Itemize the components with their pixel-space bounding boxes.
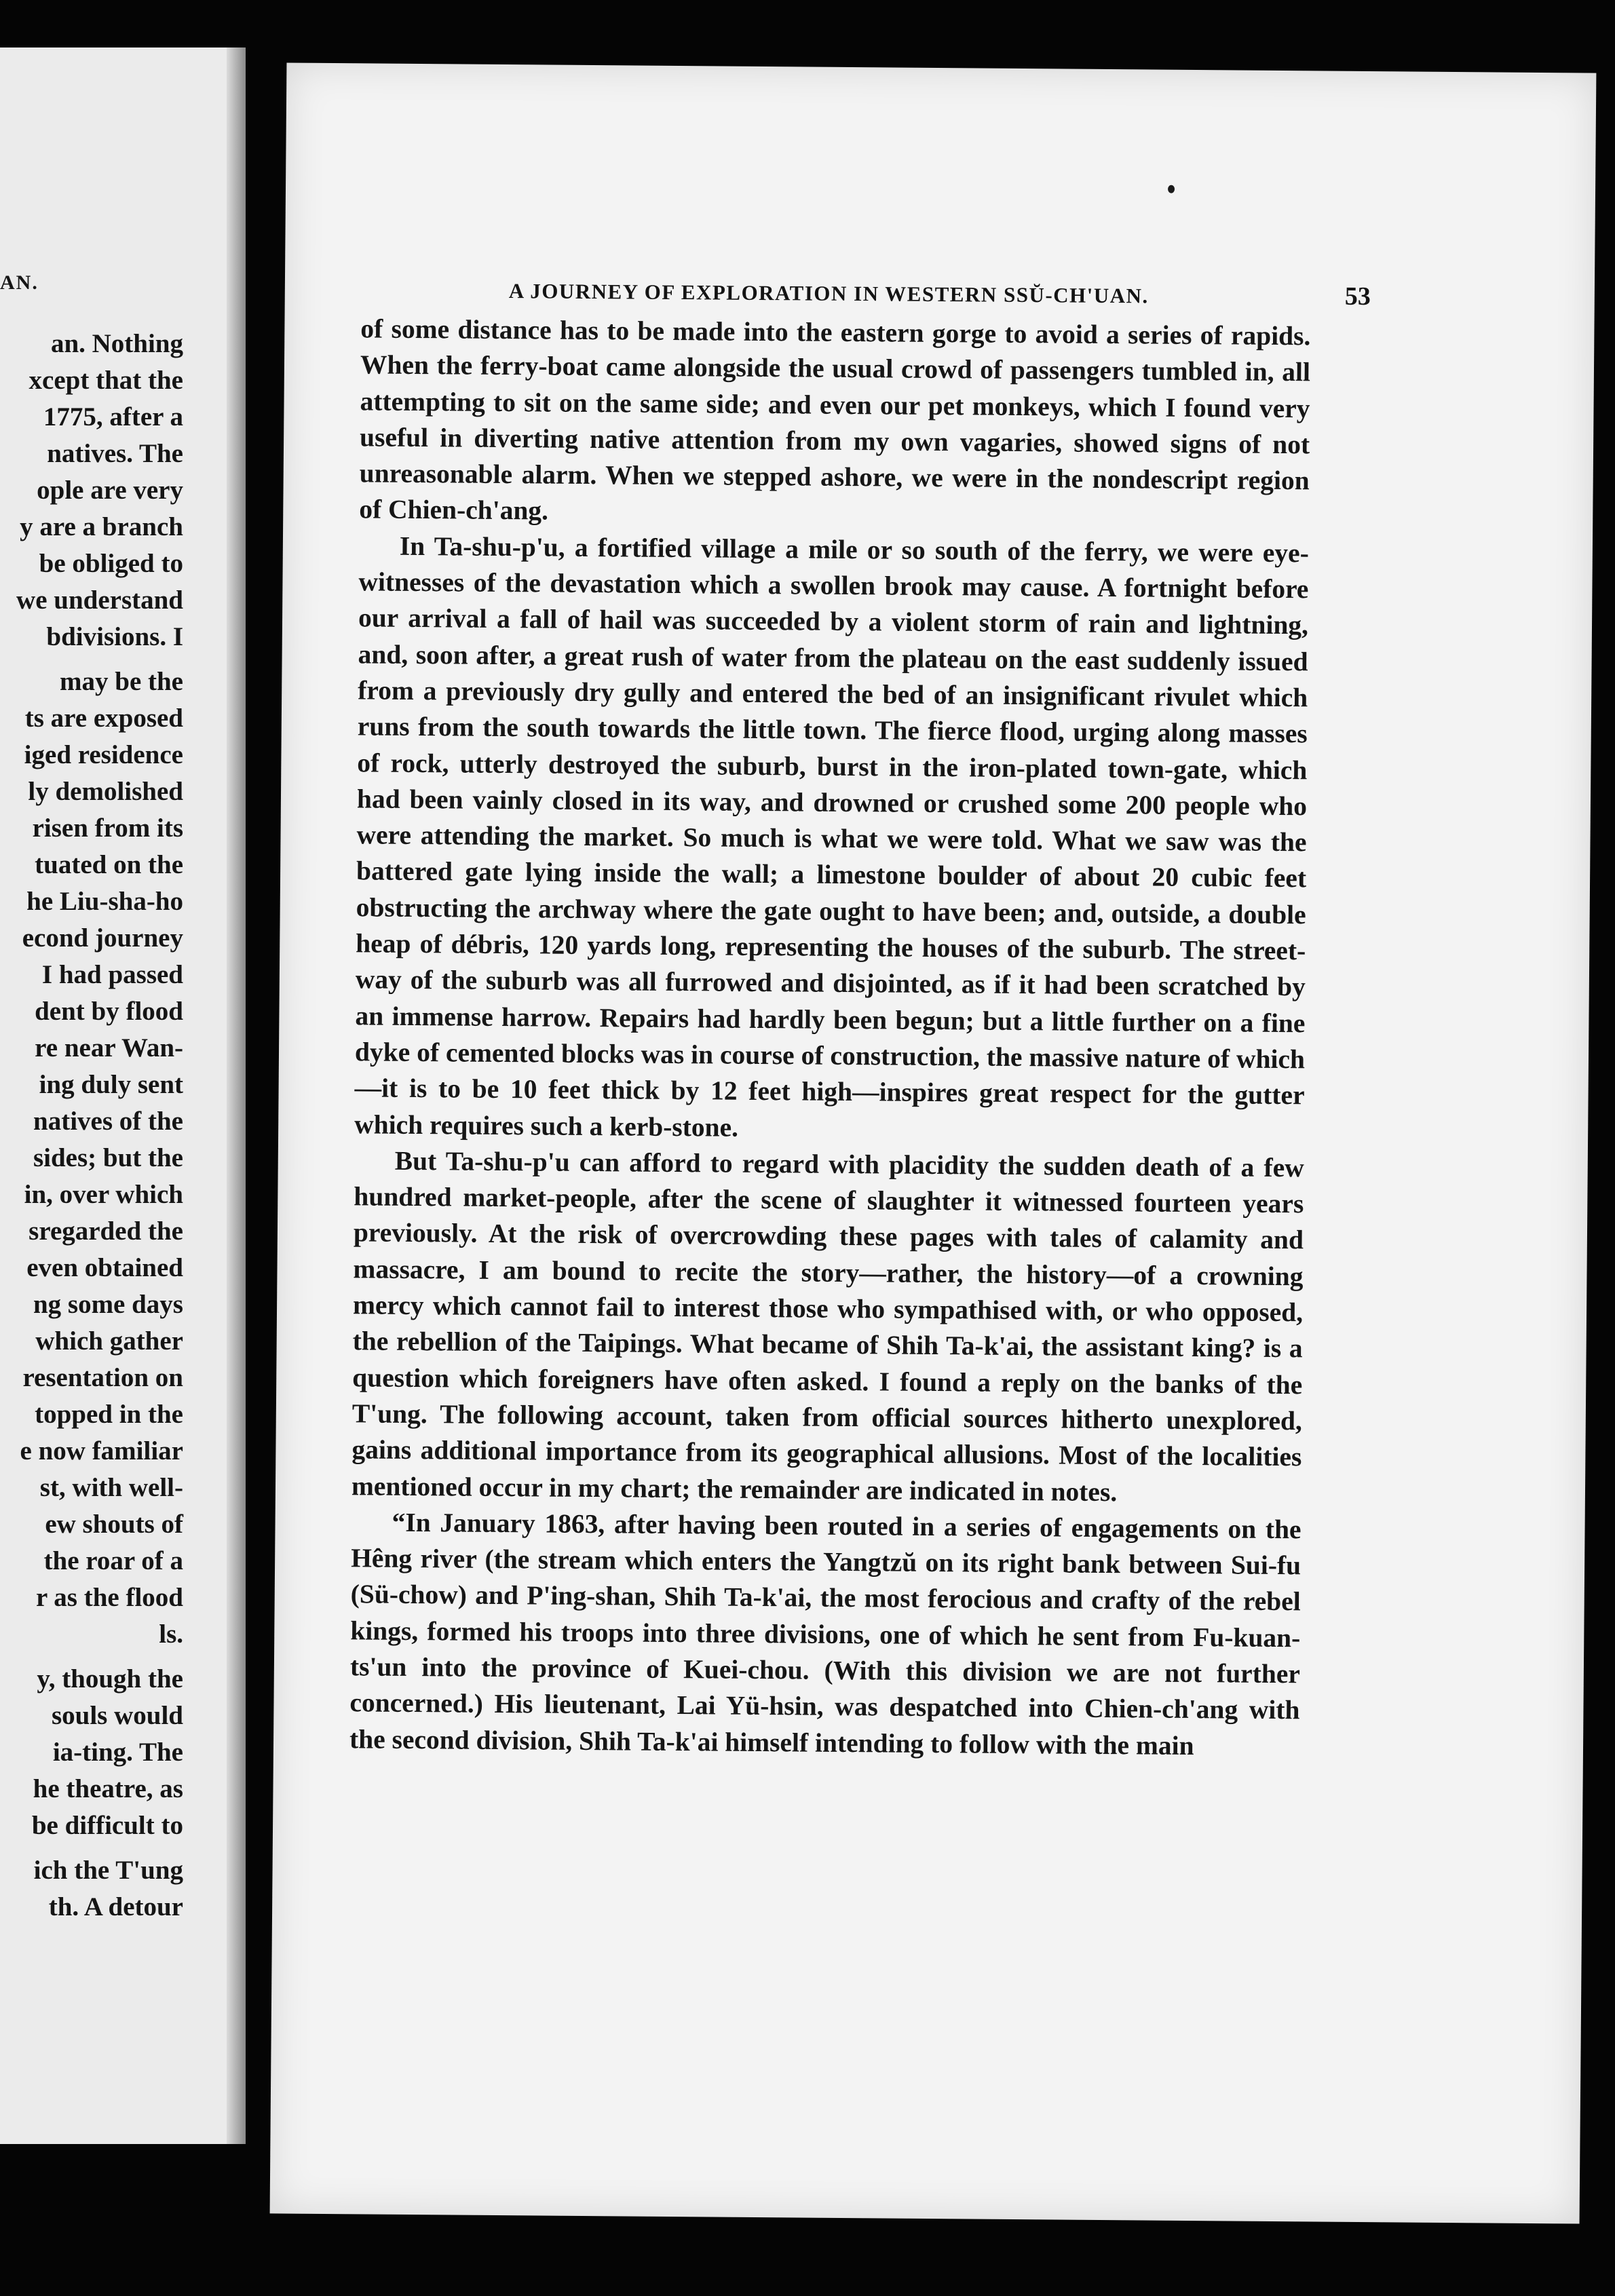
facing-page-line: may be the <box>60 667 183 696</box>
facing-page-line: y are a branch <box>20 512 183 541</box>
paragraph: But Ta-shu-p'u can afford to regard with placidity the sudden death of a few hundred market-people, after the scene of slaughter it witnessed fourteen years previously. At the risk of overcrowding these pages with tales of calamity and massacre, I am bound to recite the story—rather, the history—of a crowning mercy which cannot fail to interest those who sympathised with, or who opposed, the rebellion of the Taipings. What became of Shih Ta-k'ai, the assistant king? is a question which foreigners have often asked. I found a reply on the banks of the T'ung. The following account, taken from official sources hitherto unexplored, gains additional importance from its geographical allusions. Most of the localities mentioned occur in my chart; the remainder are indicated in notes. <box>351 1145 1304 1507</box>
facing-page-running-head: AN. <box>0 271 39 294</box>
facing-page-line: dent by flood <box>35 997 183 1026</box>
facing-page-line: xcept that the <box>28 366 183 395</box>
facing-page-line: iged residence <box>24 740 183 769</box>
ink-speck <box>1168 185 1175 193</box>
facing-page-line: st, with well- <box>39 1473 183 1502</box>
facing-page-text <box>16 326 183 1926</box>
facing-page-line: y, though the <box>37 1664 183 1694</box>
facing-page-line: bdivisions. I <box>46 622 183 651</box>
facing-page-line: ople are very <box>37 476 183 505</box>
facing-page-line: ing duly sent <box>39 1070 183 1099</box>
facing-page-fragment <box>0 47 246 2144</box>
facing-page-line: risen from its <box>32 814 183 843</box>
facing-page-line: ia-ting. The <box>52 1738 183 1767</box>
facing-page-line: e now familiar <box>20 1436 183 1466</box>
facing-page-line: econd journey <box>22 923 183 953</box>
facing-page-line: re near Wan- <box>35 1033 183 1063</box>
running-head <box>509 275 1371 311</box>
facing-page-line: tuated on the <box>35 850 183 879</box>
facing-page-line: ich the T'ung <box>33 1856 183 1885</box>
facing-page-line: natives. The <box>47 439 183 468</box>
facing-page-line: ly demolished <box>28 777 183 806</box>
facing-page-line: I had passed <box>41 960 183 989</box>
facing-page-line: resentation on <box>22 1363 183 1392</box>
facing-page-line: ls. <box>159 1620 183 1649</box>
facing-page-line: ts are exposed <box>24 704 183 733</box>
facing-page-line: topped in the <box>35 1400 183 1429</box>
facing-page-line: be difficult to <box>31 1811 183 1840</box>
facing-page-line: ew shouts of <box>45 1510 183 1539</box>
facing-page-line: he Liu-sha-ho <box>26 887 183 916</box>
facing-page-line: ng some days <box>33 1290 183 1319</box>
facing-page-line: the roar of a <box>43 1546 183 1575</box>
facing-page-line: 1775, after a <box>43 402 183 432</box>
facing-page-line: we understand <box>16 586 183 615</box>
facing-page-line: he theatre, as <box>33 1774 183 1803</box>
running-title: A JOURNEY OF EXPLORATION IN WESTERN SSŬ-CH'UAN. <box>508 279 1149 308</box>
page-number: 53 <box>1344 282 1371 311</box>
page-gutter-shadow <box>227 47 246 2144</box>
paragraph: “In January 1863, after having been routed in a series of engagements on the Hêng river (the stream which enters the Yangtzŭ on its right bank between Sui-fu (Sü-chow) and P'ing-shan, Shih Ta-k'ai, the most ferocious and crafty of the rebel kings, formed his troops into three divisions, one of which he sent from Fu-kuan-ts'un into the province of Kuei-chou. (With this division we are not further concerned.) His lieutenant, Lai Yü-hsin, was despatched into Chien-ch'ang with the second division, Shih Ta-k'ai himself intending to follow with the main <box>349 1507 1302 1761</box>
facing-page-line: be obliged to <box>39 549 183 578</box>
body-text <box>349 311 1311 1765</box>
book-page <box>270 62 1597 2223</box>
facing-page-line: sregarded the <box>28 1217 183 1246</box>
facing-page-line: even obtained <box>26 1253 183 1282</box>
facing-page-line: in, over which <box>24 1180 183 1209</box>
facing-page-line: which gather <box>35 1326 183 1356</box>
paragraph: In Ta-shu-p'u, a fortified village a mile or so south of the ferry, we were eye-witnesses of the devastation which a swollen brook may cause. A fortnight before our arrival a fall of hail was succeeded by a violent storm of rain and lightning, and, soon after, a great rush of water from the plateau on the east suddenly issued from a previously dry gully and entered the bed of an insignificant rivulet which runs from the south towards the little town. The fierce flood, urging along masses of rock, utterly destroyed the suburb, burst in the iron-plated town-gate, which had been vainly closed in its way, and drowned or crushed some 200 people who were attending the market. So much is what we were told. What we saw was the battered gate lying inside the wall; a limestone boulder of about 20 cubic feet obstructing the archway where the gate ought to have been; and, outside, a double heap of débris, 120 yards long, representing the houses of the suburb. The street-way of the suburb was all furrowed and disjointed, as if it had been scratched by an immense harrow. Repairs had hardly been begun; but a little further on a fine dyke of cemented blocks was in course of construction, the massive nature of which—it is to be 10 feet thick by 12 feet high—inspires great respect for the gutter which requires such a kerb-stone. <box>354 531 1310 1143</box>
facing-page-line: sides; but the <box>33 1143 183 1172</box>
facing-page-line: souls would <box>51 1701 183 1730</box>
facing-page-line: an. Nothing <box>50 329 183 358</box>
facing-page-line: natives of the <box>33 1107 183 1136</box>
facing-page-line: th. A detour <box>48 1892 183 1921</box>
facing-page-line: r as the flood <box>35 1583 183 1612</box>
paragraph: of some distance has to be made into the eastern gorge to avoid a series of rapids. When the ferry-boat came alongside the usual crowd of passengers tumbled in, all attempting to sit on the same side; and even our pet monkeys, which I found very useful in diverting native attention from my own vagaries, showed signs of not unreasonable alarm. When we stepped ashore, we were in the nondescript region of Chien-ch'ang. <box>359 313 1311 527</box>
